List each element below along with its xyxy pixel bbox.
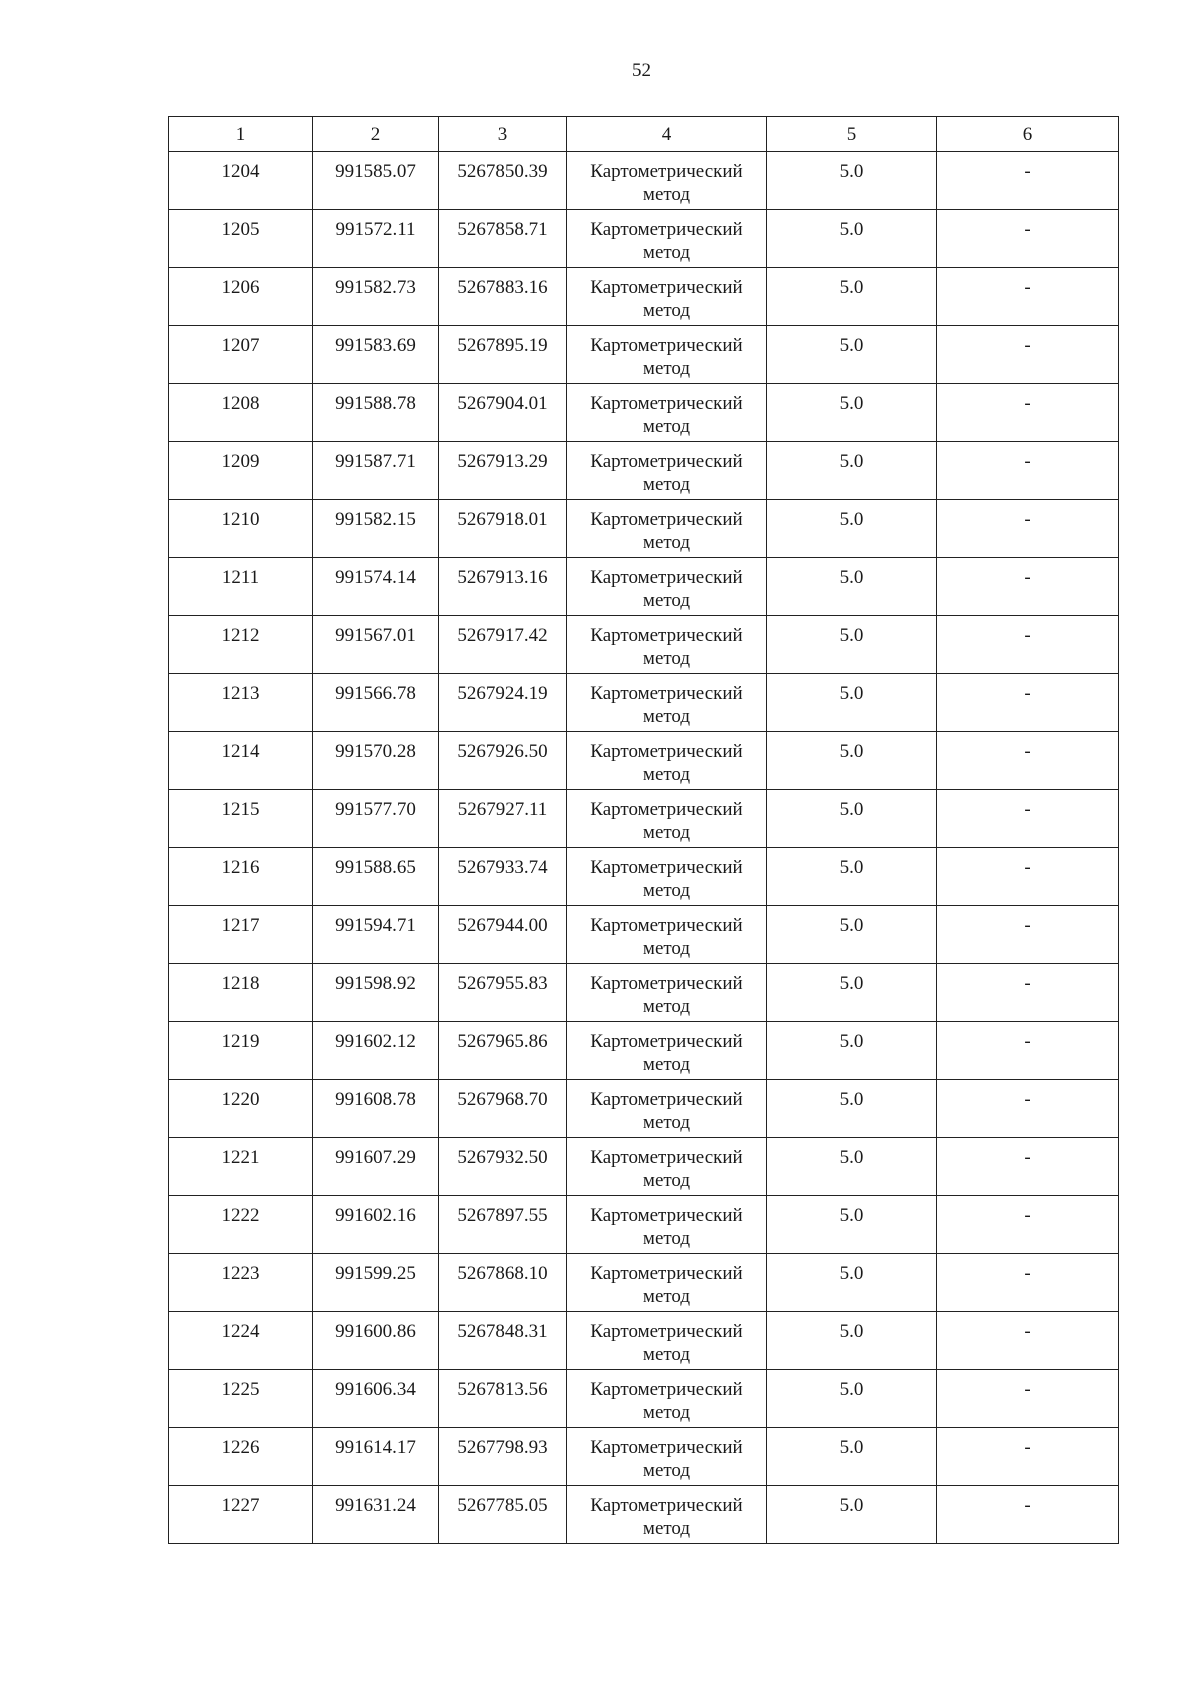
accuracy-cell: 5.0 — [767, 1138, 937, 1196]
accuracy-cell: 5.0 — [767, 1370, 937, 1428]
accuracy-cell: 5.0 — [767, 674, 937, 732]
method-line-1: Картометрический — [590, 1089, 743, 1110]
table-row — [169, 1312, 1119, 1370]
method-cell — [567, 152, 767, 210]
note-cell: - — [937, 384, 1119, 442]
method-cell — [567, 326, 767, 384]
accuracy-cell: 5.0 — [767, 384, 937, 442]
method-cell — [567, 1080, 767, 1138]
note-cell: - — [937, 326, 1119, 384]
point-number-cell: 1223 — [169, 1254, 313, 1312]
table-row — [169, 732, 1119, 790]
y-coordinate-cell: 5267933.74 — [439, 848, 567, 906]
column-header-4: 4 — [567, 117, 767, 152]
point-number-cell: 1212 — [169, 616, 313, 674]
table-row — [169, 268, 1119, 326]
table-row — [169, 964, 1119, 1022]
note-cell: - — [937, 210, 1119, 268]
x-coordinate-cell: 991608.78 — [313, 1080, 439, 1138]
method-cell — [567, 1486, 767, 1544]
note-cell: - — [937, 1370, 1119, 1428]
x-coordinate-cell: 991607.29 — [313, 1138, 439, 1196]
table-row — [169, 1196, 1119, 1254]
note-cell: - — [937, 1022, 1119, 1080]
accuracy-cell: 5.0 — [767, 1080, 937, 1138]
method-line-1: Картометрический — [590, 219, 743, 240]
y-coordinate-cell: 5267944.00 — [439, 906, 567, 964]
point-number-cell: 1206 — [169, 268, 313, 326]
method-cell — [567, 1138, 767, 1196]
note-cell: - — [937, 732, 1119, 790]
method-line-1: Картометрический — [590, 161, 743, 182]
accuracy-cell: 5.0 — [767, 558, 937, 616]
table-row — [169, 442, 1119, 500]
x-coordinate-cell: 991614.17 — [313, 1428, 439, 1486]
table-row — [169, 500, 1119, 558]
accuracy-cell: 5.0 — [767, 1196, 937, 1254]
y-coordinate-cell: 5267858.71 — [439, 210, 567, 268]
y-coordinate-cell: 5267798.93 — [439, 1428, 567, 1486]
method-cell — [567, 384, 767, 442]
table-row — [169, 1080, 1119, 1138]
y-coordinate-cell: 5267926.50 — [439, 732, 567, 790]
point-number-cell: 1204 — [169, 152, 313, 210]
x-coordinate-cell: 991583.69 — [313, 326, 439, 384]
column-header-1: 1 — [169, 117, 313, 152]
accuracy-cell: 5.0 — [767, 210, 937, 268]
point-number-cell: 1225 — [169, 1370, 313, 1428]
method-cell — [567, 1196, 767, 1254]
method-line-2: метод — [642, 764, 691, 785]
method-cell — [567, 732, 767, 790]
note-cell: - — [937, 442, 1119, 500]
point-number-cell: 1220 — [169, 1080, 313, 1138]
method-cell — [567, 848, 767, 906]
method-line-1: Картометрический — [590, 1263, 743, 1284]
method-line-1: Картометрический — [590, 915, 743, 936]
accuracy-cell: 5.0 — [767, 906, 937, 964]
method-line-1: Картометрический — [590, 1437, 743, 1458]
y-coordinate-cell: 5267895.19 — [439, 326, 567, 384]
method-line-1: Картометрический — [590, 799, 743, 820]
method-cell — [567, 442, 767, 500]
y-coordinate-cell: 5267968.70 — [439, 1080, 567, 1138]
y-coordinate-cell: 5267918.01 — [439, 500, 567, 558]
note-cell: - — [937, 1486, 1119, 1544]
page-number: 52 — [632, 60, 651, 81]
table-body — [169, 117, 1119, 1544]
point-number-cell: 1216 — [169, 848, 313, 906]
y-coordinate-cell: 5267927.11 — [439, 790, 567, 848]
accuracy-cell: 5.0 — [767, 500, 937, 558]
method-line-2: метод — [642, 242, 691, 263]
table-row — [169, 326, 1119, 384]
x-coordinate-cell: 991588.78 — [313, 384, 439, 442]
method-cell — [567, 964, 767, 1022]
point-number-cell: 1210 — [169, 500, 313, 558]
method-cell — [567, 906, 767, 964]
method-cell — [567, 268, 767, 326]
accuracy-cell: 5.0 — [767, 268, 937, 326]
method-line-2: метод — [642, 1112, 691, 1133]
method-line-1: Картометрический — [590, 451, 743, 472]
accuracy-cell: 5.0 — [767, 1312, 937, 1370]
method-line-1: Картометрический — [590, 277, 743, 298]
table-row — [169, 1138, 1119, 1196]
accuracy-cell: 5.0 — [767, 1022, 937, 1080]
x-coordinate-cell: 991594.71 — [313, 906, 439, 964]
point-number-cell: 1208 — [169, 384, 313, 442]
y-coordinate-cell: 5267848.31 — [439, 1312, 567, 1370]
method-cell — [567, 1254, 767, 1312]
method-line-2: метод — [642, 300, 691, 321]
y-coordinate-cell: 5267883.16 — [439, 268, 567, 326]
table-row — [169, 1486, 1119, 1544]
method-cell — [567, 674, 767, 732]
note-cell: - — [937, 1080, 1119, 1138]
table-row — [169, 674, 1119, 732]
method-cell — [567, 558, 767, 616]
method-line-2: метод — [642, 1518, 691, 1539]
y-coordinate-cell: 5267932.50 — [439, 1138, 567, 1196]
table-row — [169, 616, 1119, 674]
table-row — [169, 790, 1119, 848]
method-line-2: метод — [642, 416, 691, 437]
y-coordinate-cell: 5267913.29 — [439, 442, 567, 500]
y-coordinate-cell: 5267868.10 — [439, 1254, 567, 1312]
table-row — [169, 152, 1119, 210]
x-coordinate-cell: 991602.16 — [313, 1196, 439, 1254]
y-coordinate-cell: 5267904.01 — [439, 384, 567, 442]
method-line-1: Картометрический — [590, 567, 743, 588]
x-coordinate-cell: 991606.34 — [313, 1370, 439, 1428]
x-coordinate-cell: 991570.28 — [313, 732, 439, 790]
note-cell: - — [937, 558, 1119, 616]
accuracy-cell: 5.0 — [767, 152, 937, 210]
method-cell — [567, 1370, 767, 1428]
method-line-1: Картометрический — [590, 741, 743, 762]
method-line-1: Картометрический — [590, 683, 743, 704]
method-line-2: метод — [642, 648, 691, 669]
x-coordinate-cell: 991587.71 — [313, 442, 439, 500]
method-cell — [567, 616, 767, 674]
note-cell: - — [937, 500, 1119, 558]
method-line-1: Картометрический — [590, 1379, 743, 1400]
point-number-cell: 1217 — [169, 906, 313, 964]
method-cell — [567, 790, 767, 848]
column-header-2: 2 — [313, 117, 439, 152]
accuracy-cell: 5.0 — [767, 1486, 937, 1544]
accuracy-cell: 5.0 — [767, 1254, 937, 1312]
method-cell — [567, 500, 767, 558]
method-line-2: метод — [642, 822, 691, 843]
method-line-2: метод — [642, 1286, 691, 1307]
point-number-cell: 1214 — [169, 732, 313, 790]
x-coordinate-cell: 991574.14 — [313, 558, 439, 616]
table-row — [169, 1254, 1119, 1312]
y-coordinate-cell: 5267785.05 — [439, 1486, 567, 1544]
method-cell — [567, 1428, 767, 1486]
table-row — [169, 210, 1119, 268]
method-line-1: Картометрический — [590, 1031, 743, 1052]
method-cell — [567, 1022, 767, 1080]
note-cell: - — [937, 152, 1119, 210]
note-cell: - — [937, 964, 1119, 1022]
method-line-2: метод — [642, 1460, 691, 1481]
x-coordinate-cell: 991600.86 — [313, 1312, 439, 1370]
note-cell: - — [937, 790, 1119, 848]
x-coordinate-cell: 991602.12 — [313, 1022, 439, 1080]
table-row — [169, 906, 1119, 964]
method-line-2: метод — [642, 590, 691, 611]
method-line-2: метод — [642, 880, 691, 901]
method-line-2: метод — [642, 358, 691, 379]
method-line-2: метод — [642, 1344, 691, 1365]
point-number-cell: 1213 — [169, 674, 313, 732]
point-number-cell: 1211 — [169, 558, 313, 616]
note-cell: - — [937, 906, 1119, 964]
y-coordinate-cell: 5267897.55 — [439, 1196, 567, 1254]
x-coordinate-cell: 991585.07 — [313, 152, 439, 210]
method-line-1: Картометрический — [590, 393, 743, 414]
method-line-1: Картометрический — [590, 335, 743, 356]
accuracy-cell: 5.0 — [767, 790, 937, 848]
x-coordinate-cell: 991582.15 — [313, 500, 439, 558]
x-coordinate-cell: 991582.73 — [313, 268, 439, 326]
point-number-cell: 1227 — [169, 1486, 313, 1544]
method-line-1: Картометрический — [590, 625, 743, 646]
method-line-2: метод — [642, 1228, 691, 1249]
accuracy-cell: 5.0 — [767, 964, 937, 1022]
method-line-2: метод — [642, 1402, 691, 1423]
method-line-1: Картометрический — [590, 1205, 743, 1226]
note-cell: - — [937, 1196, 1119, 1254]
y-coordinate-cell: 5267850.39 — [439, 152, 567, 210]
x-coordinate-cell: 991566.78 — [313, 674, 439, 732]
point-number-cell: 1226 — [169, 1428, 313, 1486]
accuracy-cell: 5.0 — [767, 616, 937, 674]
accuracy-cell: 5.0 — [767, 442, 937, 500]
accuracy-cell: 5.0 — [767, 1428, 937, 1486]
table-row — [169, 1022, 1119, 1080]
point-number-cell: 1219 — [169, 1022, 313, 1080]
coordinates-table — [168, 116, 1119, 1544]
note-cell: - — [937, 1254, 1119, 1312]
note-cell: - — [937, 674, 1119, 732]
column-header-5: 5 — [767, 117, 937, 152]
point-number-cell: 1209 — [169, 442, 313, 500]
method-line-1: Картометрический — [590, 1147, 743, 1168]
method-line-2: метод — [642, 474, 691, 495]
point-number-cell: 1222 — [169, 1196, 313, 1254]
column-header-3: 3 — [439, 117, 567, 152]
x-coordinate-cell: 991598.92 — [313, 964, 439, 1022]
note-cell: - — [937, 1428, 1119, 1486]
x-coordinate-cell: 991631.24 — [313, 1486, 439, 1544]
table-row — [169, 384, 1119, 442]
y-coordinate-cell: 5267955.83 — [439, 964, 567, 1022]
x-coordinate-cell: 991588.65 — [313, 848, 439, 906]
point-number-cell: 1224 — [169, 1312, 313, 1370]
method-line-1: Картометрический — [590, 509, 743, 530]
method-line-2: метод — [642, 996, 691, 1017]
point-number-cell: 1207 — [169, 326, 313, 384]
method-cell — [567, 210, 767, 268]
method-line-1: Картометрический — [590, 1321, 743, 1342]
y-coordinate-cell: 5267917.42 — [439, 616, 567, 674]
x-coordinate-cell: 991567.01 — [313, 616, 439, 674]
method-line-1: Картометрический — [590, 973, 743, 994]
method-line-2: метод — [642, 1170, 691, 1191]
point-number-cell: 1221 — [169, 1138, 313, 1196]
x-coordinate-cell: 991572.11 — [313, 210, 439, 268]
note-cell: - — [937, 616, 1119, 674]
method-cell — [567, 1312, 767, 1370]
method-line-2: метод — [642, 1054, 691, 1075]
method-line-2: метод — [642, 938, 691, 959]
accuracy-cell: 5.0 — [767, 848, 937, 906]
point-number-cell: 1218 — [169, 964, 313, 1022]
y-coordinate-cell: 5267913.16 — [439, 558, 567, 616]
y-coordinate-cell: 5267965.86 — [439, 1022, 567, 1080]
method-line-2: метод — [642, 184, 691, 205]
header-row — [169, 117, 1119, 152]
note-cell: - — [937, 848, 1119, 906]
y-coordinate-cell: 5267813.56 — [439, 1370, 567, 1428]
point-number-cell: 1205 — [169, 210, 313, 268]
table-row — [169, 558, 1119, 616]
x-coordinate-cell: 991599.25 — [313, 1254, 439, 1312]
point-number-cell: 1215 — [169, 790, 313, 848]
table-row — [169, 1428, 1119, 1486]
method-line-2: метод — [642, 706, 691, 727]
method-line-2: метод — [642, 532, 691, 553]
accuracy-cell: 5.0 — [767, 326, 937, 384]
y-coordinate-cell: 5267924.19 — [439, 674, 567, 732]
note-cell: - — [937, 1138, 1119, 1196]
note-cell: - — [937, 1312, 1119, 1370]
note-cell: - — [937, 268, 1119, 326]
table-row — [169, 848, 1119, 906]
accuracy-cell: 5.0 — [767, 732, 937, 790]
table-row — [169, 1370, 1119, 1428]
column-header-6: 6 — [937, 117, 1119, 152]
x-coordinate-cell: 991577.70 — [313, 790, 439, 848]
method-line-1: Картометрический — [590, 857, 743, 878]
method-line-1: Картометрический — [590, 1495, 743, 1516]
